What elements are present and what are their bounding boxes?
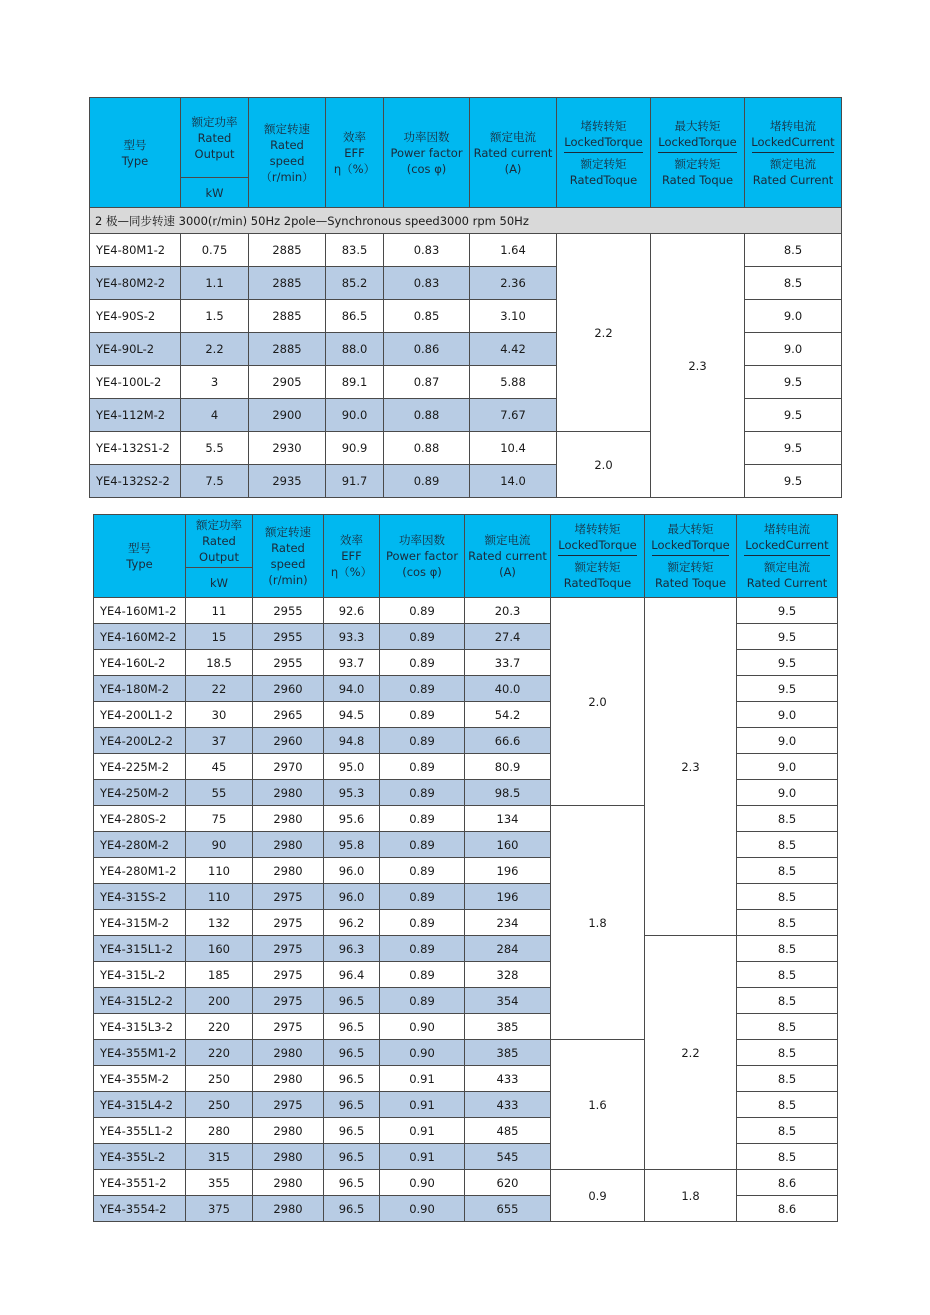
current-cell: 160 (465, 832, 551, 858)
locked-current-ratio-cell: 8.5 (737, 1144, 838, 1170)
max-torque-ratio-cell: 2.3 (645, 598, 737, 936)
power-factor-cell: 0.91 (380, 1092, 465, 1118)
efficiency-cell: 95.3 (324, 780, 380, 806)
efficiency-cell: 89.1 (326, 366, 384, 399)
current-cell: 284 (465, 936, 551, 962)
locked-current-ratio-cell: 9.0 (737, 728, 838, 754)
table-1-body (90, 234, 842, 498)
speed-cell: 2975 (253, 936, 324, 962)
locked-current-ratio-cell: 8.5 (737, 1014, 838, 1040)
efficiency-cell: 90.0 (326, 399, 384, 432)
efficiency-cell: 96.2 (324, 910, 380, 936)
model-cell: YE4-315L1-2 (94, 936, 186, 962)
power-factor-cell: 0.86 (384, 333, 470, 366)
model-cell: YE4-3554-2 (94, 1196, 186, 1222)
current-cell: 3.10 (470, 300, 557, 333)
speed-cell: 2885 (249, 300, 326, 333)
locked-current-ratio-cell: 9.5 (745, 399, 842, 432)
efficiency-cell: 96.4 (324, 962, 380, 988)
locked-current-ratio-cell: 8.6 (737, 1196, 838, 1222)
current-cell: 10.4 (470, 432, 557, 465)
max-torque-ratio-cell: 2.2 (645, 936, 737, 1170)
current-cell: 485 (465, 1118, 551, 1144)
power-factor-cell: 0.90 (380, 1040, 465, 1066)
header-power-factor: 功率因数 Power factor (cos φ) (380, 515, 465, 598)
locked-current-ratio-cell: 9.5 (737, 676, 838, 702)
speed-cell: 2960 (253, 676, 324, 702)
locked-current-ratio-cell: 9.5 (737, 650, 838, 676)
power-factor-cell: 0.89 (380, 884, 465, 910)
efficiency-cell: 94.0 (324, 676, 380, 702)
header-locked-torque-ratio: 堵转转矩 LockedTorque 额定转矩 RatedToque (551, 515, 645, 598)
output-cell: 375 (186, 1196, 253, 1222)
header-efficiency: 效率 EFF η（%） (324, 515, 380, 598)
header-output-unit: kW (181, 178, 249, 208)
efficiency-cell: 96.5 (324, 1066, 380, 1092)
speed-cell: 2980 (253, 1118, 324, 1144)
speed-cell: 2960 (253, 728, 324, 754)
model-cell: YE4-250M-2 (94, 780, 186, 806)
power-factor-cell: 0.91 (380, 1144, 465, 1170)
locked-torque-ratio-cell: 0.9 (551, 1170, 645, 1222)
power-factor-cell: 0.89 (384, 465, 470, 498)
speed-cell: 2975 (253, 910, 324, 936)
model-cell: YE4-200L2-2 (94, 728, 186, 754)
header-max-torque-ratio: 最大转矩 LockedTorque 额定转矩 Rated Toque (651, 98, 745, 208)
output-cell: 220 (186, 1040, 253, 1066)
current-cell: 134 (465, 806, 551, 832)
locked-current-ratio-cell: 9.5 (745, 366, 842, 399)
speed-cell: 2905 (249, 366, 326, 399)
output-cell: 355 (186, 1170, 253, 1196)
output-cell: 37 (186, 728, 253, 754)
output-cell: 0.75 (181, 234, 249, 267)
output-cell: 45 (186, 754, 253, 780)
efficiency-cell: 90.9 (326, 432, 384, 465)
output-cell: 7.5 (181, 465, 249, 498)
power-factor-cell: 0.90 (380, 1196, 465, 1222)
current-cell: 80.9 (465, 754, 551, 780)
speed-cell: 2980 (253, 1040, 324, 1066)
table-2-body (94, 598, 838, 1222)
speed-cell: 2900 (249, 399, 326, 432)
power-factor-cell: 0.91 (380, 1066, 465, 1092)
current-cell: 98.5 (465, 780, 551, 806)
power-factor-cell: 0.88 (384, 399, 470, 432)
power-factor-cell: 0.89 (380, 910, 465, 936)
current-cell: 328 (465, 962, 551, 988)
speed-cell: 2885 (249, 234, 326, 267)
locked-current-ratio-cell: 8.5 (737, 806, 838, 832)
output-cell: 30 (186, 702, 253, 728)
locked-current-ratio-cell: 9.5 (737, 624, 838, 650)
current-cell: 14.0 (470, 465, 557, 498)
speed-cell: 2980 (253, 1196, 324, 1222)
output-cell: 22 (186, 676, 253, 702)
model-cell: YE4-90S-2 (90, 300, 181, 333)
efficiency-cell: 92.6 (324, 598, 380, 624)
header-output-unit: kW (186, 568, 253, 598)
current-cell: 33.7 (465, 650, 551, 676)
output-cell: 185 (186, 962, 253, 988)
locked-current-ratio-cell: 9.5 (745, 465, 842, 498)
locked-current-ratio-cell: 8.5 (737, 1092, 838, 1118)
speed-cell: 2980 (253, 1144, 324, 1170)
efficiency-cell: 93.3 (324, 624, 380, 650)
efficiency-cell: 96.5 (324, 1118, 380, 1144)
header-locked-current-ratio: 堵转电流 LockedCurrent 额定电流 Rated Current (745, 98, 842, 208)
current-cell: 196 (465, 858, 551, 884)
motor-spec-table-2 (93, 514, 838, 1222)
model-cell: YE4-160M2-2 (94, 624, 186, 650)
current-cell: 20.3 (465, 598, 551, 624)
efficiency-cell: 95.8 (324, 832, 380, 858)
power-factor-cell: 0.88 (384, 432, 470, 465)
speed-cell: 2965 (253, 702, 324, 728)
output-cell: 2.2 (181, 333, 249, 366)
current-cell: 4.42 (470, 333, 557, 366)
locked-current-ratio-cell: 8.5 (737, 1118, 838, 1144)
table-row (94, 936, 838, 962)
power-factor-cell: 0.89 (380, 650, 465, 676)
efficiency-cell: 95.0 (324, 754, 380, 780)
current-cell: 433 (465, 1092, 551, 1118)
locked-torque-ratio-cell: 1.6 (551, 1040, 645, 1170)
output-cell: 75 (186, 806, 253, 832)
header-efficiency: 效率 EFF η（%） (326, 98, 384, 208)
current-cell: 385 (465, 1014, 551, 1040)
current-cell: 545 (465, 1144, 551, 1170)
speed-cell: 2980 (253, 1066, 324, 1092)
header-type: 型号 Type (90, 98, 181, 208)
output-cell: 315 (186, 1144, 253, 1170)
model-cell: YE4-280M1-2 (94, 858, 186, 884)
efficiency-cell: 96.5 (324, 1040, 380, 1066)
efficiency-cell: 91.7 (326, 465, 384, 498)
speed-cell: 2955 (253, 624, 324, 650)
locked-current-ratio-cell: 9.0 (737, 780, 838, 806)
efficiency-cell: 96.5 (324, 1170, 380, 1196)
header-rated-output: 额定功率 Rated Output (186, 515, 253, 568)
header-rated-current: 额定电流 Rated current (A) (465, 515, 551, 598)
power-factor-cell: 0.89 (380, 988, 465, 1014)
power-factor-cell: 0.89 (380, 728, 465, 754)
speed-cell: 2980 (253, 858, 324, 884)
output-cell: 55 (186, 780, 253, 806)
power-factor-cell: 0.89 (380, 624, 465, 650)
output-cell: 280 (186, 1118, 253, 1144)
efficiency-cell: 88.0 (326, 333, 384, 366)
output-cell: 250 (186, 1066, 253, 1092)
current-cell: 655 (465, 1196, 551, 1222)
model-cell: YE4-132S1-2 (90, 432, 181, 465)
output-cell: 4 (181, 399, 249, 432)
output-cell: 11 (186, 598, 253, 624)
locked-current-ratio-cell: 9.0 (737, 754, 838, 780)
output-cell: 15 (186, 624, 253, 650)
locked-torque-ratio-cell: 2.0 (551, 598, 645, 806)
model-cell: YE4-315M-2 (94, 910, 186, 936)
max-torque-ratio-cell: 1.8 (645, 1170, 737, 1222)
model-cell: YE4-200L1-2 (94, 702, 186, 728)
power-factor-cell: 0.90 (380, 1014, 465, 1040)
locked-current-ratio-cell: 8.5 (745, 267, 842, 300)
model-cell: YE4-355L-2 (94, 1144, 186, 1170)
current-cell: 385 (465, 1040, 551, 1066)
locked-current-ratio-cell: 8.5 (745, 234, 842, 267)
model-cell: YE4-355M1-2 (94, 1040, 186, 1066)
output-cell: 220 (186, 1014, 253, 1040)
model-cell: YE4-280S-2 (94, 806, 186, 832)
locked-current-ratio-cell: 8.5 (737, 884, 838, 910)
model-cell: YE4-315S-2 (94, 884, 186, 910)
header-power-factor: 功率因数 Power factor (cos φ) (384, 98, 470, 208)
locked-torque-ratio-cell: 1.8 (551, 806, 645, 1040)
model-cell: YE4-90L-2 (90, 333, 181, 366)
model-cell: YE4-80M1-2 (90, 234, 181, 267)
power-factor-cell: 0.89 (380, 858, 465, 884)
power-factor-cell: 0.89 (380, 676, 465, 702)
current-cell: 5.88 (470, 366, 557, 399)
efficiency-cell: 96.5 (324, 1014, 380, 1040)
locked-current-ratio-cell: 8.5 (737, 1040, 838, 1066)
table-row (94, 1170, 838, 1196)
current-cell: 7.67 (470, 399, 557, 432)
speed-cell: 2980 (253, 1170, 324, 1196)
power-factor-cell: 0.91 (380, 1118, 465, 1144)
efficiency-cell: 96.5 (324, 1196, 380, 1222)
locked-current-ratio-cell: 9.0 (737, 702, 838, 728)
locked-current-ratio-cell: 8.5 (737, 858, 838, 884)
locked-current-ratio-cell: 9.0 (745, 333, 842, 366)
locked-current-ratio-cell: 8.5 (737, 832, 838, 858)
power-factor-cell: 0.89 (380, 702, 465, 728)
speed-cell: 2935 (249, 465, 326, 498)
header-locked-torque-ratio: 堵转转矩 LockedTorque 额定转矩 RatedToque (557, 98, 651, 208)
header-rated-speed: 额定转速 Rated speed （r/min） (249, 98, 326, 208)
model-cell: YE4-355L1-2 (94, 1118, 186, 1144)
speed-cell: 2975 (253, 962, 324, 988)
power-factor-cell: 0.89 (380, 806, 465, 832)
output-cell: 132 (186, 910, 253, 936)
speed-cell: 2885 (249, 267, 326, 300)
current-cell: 40.0 (465, 676, 551, 702)
header-rated-speed: 额定转速 Rated speed (r/min) (253, 515, 324, 598)
current-cell: 27.4 (465, 624, 551, 650)
output-cell: 1.1 (181, 267, 249, 300)
efficiency-cell: 85.2 (326, 267, 384, 300)
locked-current-ratio-cell: 8.6 (737, 1170, 838, 1196)
speed-cell: 2975 (253, 884, 324, 910)
locked-current-ratio-cell: 8.5 (737, 988, 838, 1014)
locked-torque-ratio-cell: 2.0 (557, 432, 651, 498)
locked-torque-ratio-cell: 2.2 (557, 234, 651, 432)
speed-cell: 2970 (253, 754, 324, 780)
speed-cell: 2975 (253, 1014, 324, 1040)
output-cell: 3 (181, 366, 249, 399)
current-cell: 2.36 (470, 267, 557, 300)
output-cell: 250 (186, 1092, 253, 1118)
max-torque-ratio-cell: 2.3 (651, 234, 745, 498)
efficiency-cell: 96.5 (324, 1092, 380, 1118)
power-factor-cell: 0.83 (384, 267, 470, 300)
locked-current-ratio-cell: 8.5 (737, 1066, 838, 1092)
model-cell: YE4-180M-2 (94, 676, 186, 702)
speed-cell: 2980 (253, 806, 324, 832)
speed-cell: 2955 (253, 650, 324, 676)
power-factor-cell: 0.89 (380, 780, 465, 806)
output-cell: 18.5 (186, 650, 253, 676)
efficiency-cell: 96.0 (324, 884, 380, 910)
speed-cell: 2975 (253, 988, 324, 1014)
power-factor-cell: 0.89 (380, 936, 465, 962)
locked-current-ratio-cell: 8.5 (737, 962, 838, 988)
motor-spec-table-1 (89, 97, 842, 498)
header-rated-output: 额定功率 Rated Output (181, 98, 249, 178)
current-cell: 1.64 (470, 234, 557, 267)
table-row (90, 234, 842, 267)
model-cell: YE4-100L-2 (90, 366, 181, 399)
speed-cell: 2980 (253, 832, 324, 858)
efficiency-cell: 94.8 (324, 728, 380, 754)
speed-cell: 2930 (249, 432, 326, 465)
section-label: 2 极—同步转速 3000(r/min) 50Hz 2pole—Synchronous speed3000 rpm 50Hz (90, 208, 842, 234)
model-cell: YE4-80M2-2 (90, 267, 181, 300)
locked-current-ratio-cell: 9.5 (745, 432, 842, 465)
model-cell: YE4-112M-2 (90, 399, 181, 432)
efficiency-cell: 83.5 (326, 234, 384, 267)
model-cell: YE4-280M-2 (94, 832, 186, 858)
current-cell: 234 (465, 910, 551, 936)
output-cell: 90 (186, 832, 253, 858)
output-cell: 1.5 (181, 300, 249, 333)
current-cell: 433 (465, 1066, 551, 1092)
current-cell: 54.2 (465, 702, 551, 728)
power-factor-cell: 0.89 (380, 598, 465, 624)
power-factor-cell: 0.90 (380, 1170, 465, 1196)
efficiency-cell: 96.3 (324, 936, 380, 962)
header-type: 型号 Type (94, 515, 186, 598)
model-cell: YE4-225M-2 (94, 754, 186, 780)
header-rated-current: 额定电流 Rated current (A) (470, 98, 557, 208)
model-cell: YE4-315L4-2 (94, 1092, 186, 1118)
output-cell: 5.5 (181, 432, 249, 465)
model-cell: YE4-132S2-2 (90, 465, 181, 498)
speed-cell: 2885 (249, 333, 326, 366)
current-cell: 354 (465, 988, 551, 1014)
power-factor-cell: 0.89 (380, 754, 465, 780)
model-cell: YE4-315L-2 (94, 962, 186, 988)
output-cell: 160 (186, 936, 253, 962)
speed-cell: 2955 (253, 598, 324, 624)
efficiency-cell: 95.6 (324, 806, 380, 832)
output-cell: 110 (186, 858, 253, 884)
model-cell: YE4-3551-2 (94, 1170, 186, 1196)
efficiency-cell: 96.5 (324, 1144, 380, 1170)
power-factor-cell: 0.89 (380, 962, 465, 988)
model-cell: YE4-160L-2 (94, 650, 186, 676)
current-cell: 620 (465, 1170, 551, 1196)
model-cell: YE4-315L3-2 (94, 1014, 186, 1040)
efficiency-cell: 96.0 (324, 858, 380, 884)
locked-current-ratio-cell: 8.5 (737, 936, 838, 962)
header-max-torque-ratio: 最大转矩 LockedTorque 额定转矩 Rated Toque (645, 515, 737, 598)
header-locked-current-ratio: 堵转电流 LockedCurrent 额定电流 Rated Current (737, 515, 838, 598)
table-row (94, 598, 838, 624)
power-factor-cell: 0.89 (380, 832, 465, 858)
current-cell: 196 (465, 884, 551, 910)
locked-current-ratio-cell: 9.0 (745, 300, 842, 333)
speed-cell: 2975 (253, 1092, 324, 1118)
output-cell: 200 (186, 988, 253, 1014)
output-cell: 110 (186, 884, 253, 910)
locked-current-ratio-cell: 9.5 (737, 598, 838, 624)
efficiency-cell: 86.5 (326, 300, 384, 333)
speed-cell: 2980 (253, 780, 324, 806)
locked-current-ratio-cell: 8.5 (737, 910, 838, 936)
model-cell: YE4-315L2-2 (94, 988, 186, 1014)
efficiency-cell: 93.7 (324, 650, 380, 676)
model-cell: YE4-355M-2 (94, 1066, 186, 1092)
current-cell: 66.6 (465, 728, 551, 754)
power-factor-cell: 0.85 (384, 300, 470, 333)
power-factor-cell: 0.83 (384, 234, 470, 267)
efficiency-cell: 96.5 (324, 988, 380, 1014)
efficiency-cell: 94.5 (324, 702, 380, 728)
model-cell: YE4-160M1-2 (94, 598, 186, 624)
power-factor-cell: 0.87 (384, 366, 470, 399)
